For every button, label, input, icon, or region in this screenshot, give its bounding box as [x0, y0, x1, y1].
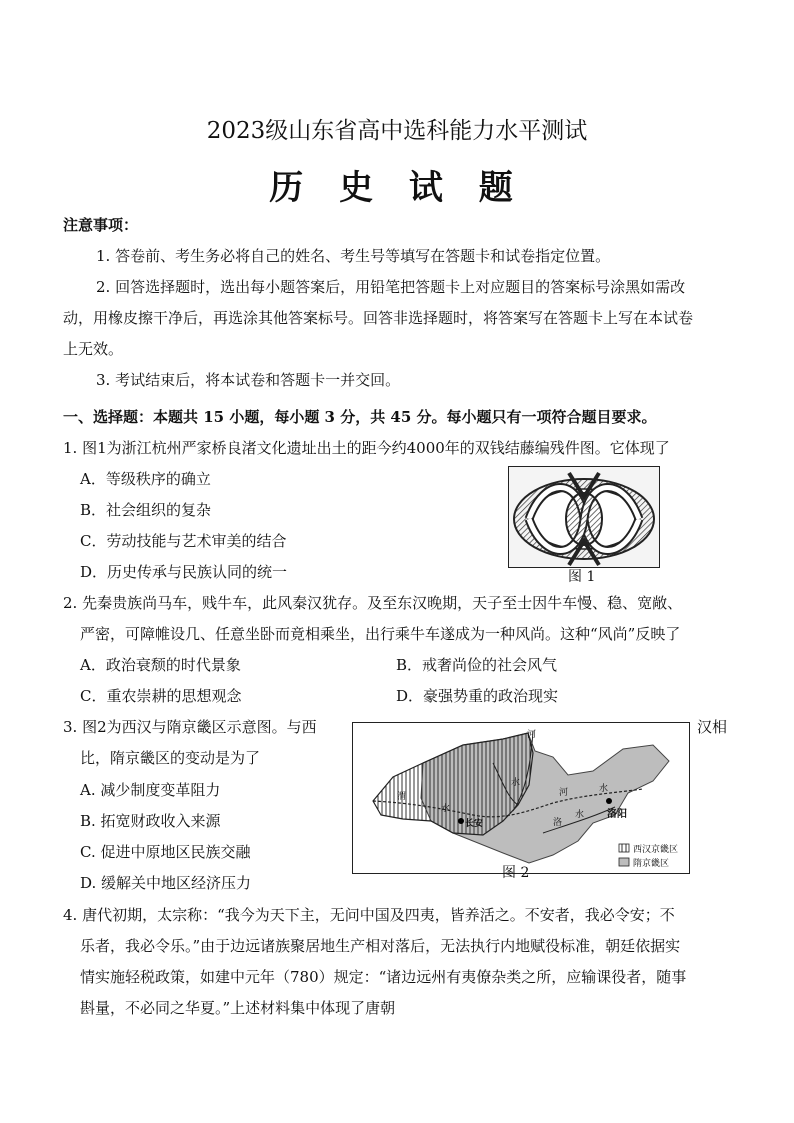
subject-title: 历 史 试 题	[269, 168, 525, 208]
luoyang-dot	[606, 798, 612, 804]
q3-stem-part-2: 汉相	[697, 718, 728, 736]
notes-item-2-line-2: 动，用橡皮擦干净后，再选涂其他答案标号。回答非选择题时，将答案写在答题卡上写在本试卷	[63, 309, 694, 327]
q1-option-b: B．社会组织的复杂	[80, 501, 212, 519]
q1-option-a: A．等级秩序的确立	[80, 470, 211, 488]
exam-title: 2023级山东省高中选科能力水平测试	[206, 118, 588, 144]
notes-item-2-line-1: 2. 回答选择题时，选出每小题答案后，用铅笔把答题卡上对应题目的答案标号涂黑如需改	[96, 278, 686, 296]
q3-stem-line-2: 比，隋京畿区的变动是为了	[80, 749, 261, 767]
q4-line-4: 斟量，不必同之华夏。”上述材料集中体现了唐朝	[80, 999, 396, 1017]
map-label-he-north: 河	[527, 730, 537, 740]
q1-option-c: C．劳动技能与艺术审美的结合	[80, 532, 287, 550]
q4-line-1: 4. 唐代初期，太宗称：“我今为天下主，无问中国及四夷，皆养活之。不安者，我必令安；不	[63, 906, 675, 924]
figure-2-map	[352, 722, 690, 874]
map-label-wei: 渭	[397, 792, 407, 802]
q2-option-c: C．重农崇耕的思想观念	[80, 687, 242, 705]
figure-1-knot-image	[508, 466, 660, 568]
q1-stem: 1. 图1为浙江杭州严家桥良渚文化遗址出土的距今约4000年的双钱结藤编残件图。它体现了	[63, 439, 670, 457]
q2-option-a: A．政治衰颓的时代景象	[80, 656, 241, 674]
map-label-luoyang: 洛阳	[607, 809, 627, 820]
q4-line-2: 乐者，我必令乐。”由于边远诸族聚居地生产相对落后，无法执行内地赋役标准，朝廷依据实	[80, 937, 681, 955]
map-label-he-east: 河	[559, 788, 569, 798]
legend-west-han-label: 西汉京畿区	[633, 845, 679, 855]
q3-stem-part-1: 3. 图2为西汉与隋京畿区示意图。与西	[63, 718, 317, 736]
q4-line-3: 情实施轻税政策，如建中元年（780）规定：“诸边远州有夷僚杂类之所，应输课役者，随事	[80, 968, 687, 986]
section-heading: 一、选择题：本题共 15 小题，每小题 3 分，共 45 分。每小题只有一项符合题目要求。	[63, 408, 657, 426]
notes-item-2-line-3: 上无效。	[63, 340, 124, 358]
q1-option-d: D．历史传承与民族认同的统一	[80, 563, 288, 581]
notes-item-3: 3. 考试结束后，将本试卷和答题卡一并交回。	[96, 371, 401, 389]
q2-stem-line-1: 2. 先秦贵族尚马车，贱牛车，此风秦汉犹存。及至东汉晚期，天子至士因牛车慢、稳、宽敞、	[63, 594, 683, 612]
notes-item-1: 1. 答卷前、考生务必将自己的姓名、考生号等填写在答题卡和试卷指定位置。	[96, 247, 611, 265]
map-label-shui-east: 水	[599, 784, 609, 794]
q3-option-b: B. 拓宽财政收入来源	[80, 812, 221, 830]
figure-1-caption: 图 1	[568, 569, 596, 585]
map-label-shui-luo: 水	[575, 810, 585, 820]
changan-dot	[458, 818, 464, 824]
q2-stem-line-2: 严密，可障帷设几、任意坐卧而竟相乘坐，出行乘牛车遂成为一种风尚。这种“风尚”反映了	[80, 625, 681, 643]
q2-option-b: B．戒奢尚俭的社会风气	[396, 656, 558, 674]
map-label-changan: 长安	[465, 819, 484, 829]
q3-option-a: A. 减少制度变革阻力	[80, 781, 221, 799]
map-label-shui-wei: 水	[441, 804, 451, 814]
legend-sui-label: 隋京畿区	[633, 859, 670, 869]
map-label-shui-north: 水	[511, 778, 521, 788]
map-label-luo: 洛	[553, 818, 563, 828]
figure-2-caption: 图 2	[502, 865, 530, 881]
q3-option-d: D. 缓解关中地区经济压力	[80, 874, 252, 892]
notes-heading: 注意事项：	[63, 216, 139, 234]
q3-option-c: C. 促进中原地区民族交融	[80, 843, 251, 861]
q2-option-d: D．豪强势重的政治现实	[396, 687, 559, 705]
